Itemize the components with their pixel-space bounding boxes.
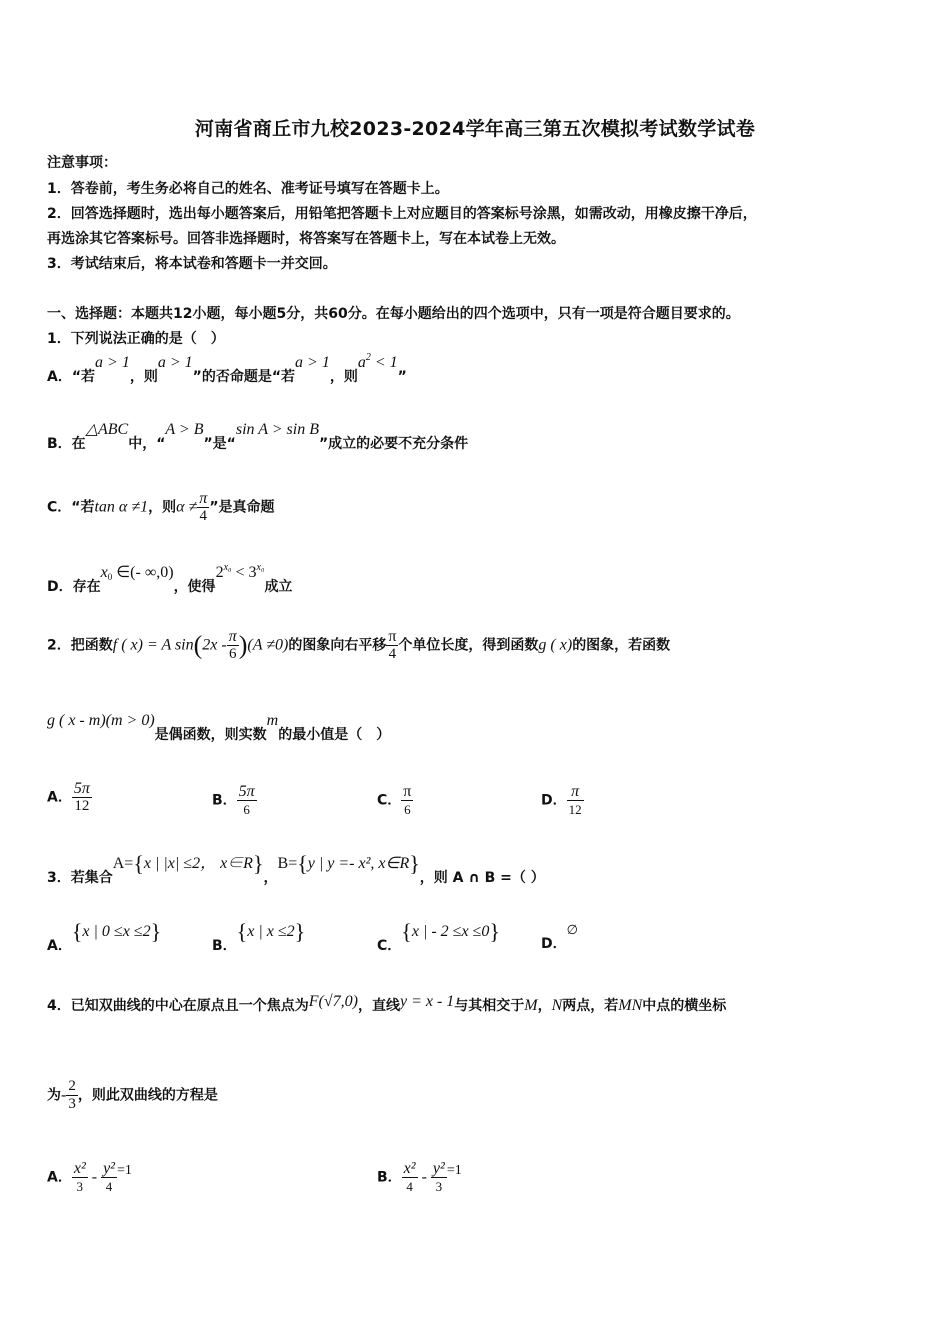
fraction [567, 783, 584, 818]
numerator: π [388, 628, 397, 645]
section-heading: 一、选择题：本题共12小题，每小题5分，共60分。在每小题给出的四个选项中，只有一项是符合题目要求的。 [47, 306, 740, 322]
fraction [66, 1078, 78, 1113]
math: ∅ [566, 922, 578, 937]
text: “若 [71, 499, 95, 516]
text: ”成立的必要不充分条件 [318, 436, 469, 452]
numerator: x² [403, 1160, 416, 1177]
numerator: π [199, 490, 208, 507]
math: 2 [215, 564, 224, 581]
math: =1 [116, 1162, 132, 1178]
option-label: D． [47, 579, 73, 595]
q4-option-a[interactable]: A． $\frac{\text{x²}}{3}$ - $\frac{\text{y²}}{4}$ =1 [47, 1160, 132, 1194]
exam-title: 河南省商丘市九校2023-2024学年高三第五次模拟考试数学试卷 [194, 118, 756, 140]
text: 为 [47, 1087, 61, 1104]
text: ”是真命题 [209, 499, 275, 516]
text: ， [537, 998, 552, 1014]
math: α ≠ [176, 498, 198, 516]
math: a > 1 [157, 354, 193, 371]
text: ，则 A ∩ B =（ ） [419, 870, 545, 886]
option-label: A． [47, 1169, 72, 1186]
q2-option-d[interactable] [541, 783, 584, 818]
q1-option-c[interactable] [47, 490, 275, 525]
numerator: x² [73, 1160, 86, 1177]
q2-option-c[interactable] [377, 783, 413, 818]
q2-option-a[interactable] [47, 780, 92, 815]
fraction [237, 783, 257, 818]
text: 4．已知双曲线的中心在原点且一个焦点为 [47, 998, 309, 1014]
denominator: 12 [568, 802, 582, 817]
math: N [551, 997, 563, 1014]
q1-option-b[interactable] [47, 421, 469, 453]
option-label: D． [541, 792, 567, 809]
numerator: π [228, 628, 237, 645]
math-subscript: 0 [107, 572, 113, 582]
numerator: π [567, 783, 584, 801]
option-label: D． [541, 936, 567, 952]
denominator: 12 [74, 798, 90, 814]
math: MN [618, 997, 643, 1014]
q1-option-d[interactable] [47, 562, 293, 596]
denominator: 4 [105, 1179, 113, 1194]
math: - [61, 1086, 67, 1104]
q1-stem: 1．下列说法正确的是（ ） [47, 331, 225, 347]
math-exponent: x₀ [223, 562, 232, 573]
q1-option-a[interactable] [47, 352, 407, 386]
q3-option-c[interactable]: C．{x | - 2 ≤x ≤0} [377, 919, 500, 954]
math: y | y =- x², x∈R [307, 855, 410, 872]
math: g ( x - m)(m > 0) [47, 712, 155, 729]
math: 2x - [202, 636, 227, 654]
math: x [100, 564, 108, 581]
text: 在 [71, 436, 86, 452]
text: ”的否命题是“若 [192, 369, 296, 385]
denominator: 3 [435, 1179, 443, 1194]
math-exponent: 2 [365, 352, 371, 363]
numerator: π [403, 783, 412, 800]
math: < 1 [370, 354, 398, 371]
denominator: 4 [199, 508, 208, 524]
text: ，则 [129, 369, 158, 385]
fraction [197, 490, 209, 525]
math: x | x ≤2 [247, 923, 295, 940]
option-label: A． [47, 938, 72, 954]
math: x | 0 ≤x ≤2 [82, 923, 151, 940]
text: 成立 [264, 579, 293, 595]
math: g ( x) [538, 636, 573, 654]
q4-stem [47, 995, 726, 1015]
text: 与其相交于 [454, 998, 525, 1014]
math: a > 1 [295, 354, 330, 371]
text: ，则 [329, 369, 358, 385]
q3-stem: 3．若集合A={x | |x| ≤2， x∈R}，B={y | y =- x², x∈R}，则 A ∩ B =（ ） [47, 851, 545, 886]
math: m [266, 712, 279, 729]
option-label: B． [212, 938, 237, 954]
notice-item-2-cont: 再选涂其它答案标号。回答非选择题时，将答案写在答题卡上，写在本试卷上无效。 [47, 231, 565, 247]
text: ” [397, 369, 407, 385]
text: “若 [71, 369, 96, 385]
notice-item-1: 1．答卷前，考生务必将自己的姓名、准考证号填写在答题卡上。 [47, 181, 449, 197]
q2-stem: 2．把函数f ( x) = A sin(2x - $\frac{\pi}{6}$ )(A ≠0)的图象向右平移 $\frac{\pi}{4}$ 个单位长度，得到函数g ( x)的图象，若函数 [47, 628, 671, 662]
fraction [401, 783, 413, 818]
denominator: 6 [404, 802, 411, 817]
notice-heading: 注意事项： [47, 155, 117, 171]
denominator: 6 [228, 646, 237, 662]
fraction [402, 1160, 418, 1195]
text: 的图象，若函数 [572, 637, 671, 654]
math: y = x - 1 [399, 993, 455, 1010]
numerator: y² [432, 1160, 445, 1177]
q4-stem-cont [47, 1078, 218, 1113]
q3-option-a[interactable]: A．{x | 0 ≤x ≤2} [47, 919, 162, 954]
text: 2．把函数 [47, 637, 113, 654]
fraction [72, 1160, 88, 1195]
text: 两点，若 [562, 998, 619, 1014]
numerator: 2 [68, 1078, 76, 1094]
fraction [386, 628, 398, 663]
q2-stem-cont [47, 712, 391, 744]
option-label: B． [47, 436, 72, 452]
q2-option-b[interactable] [212, 783, 257, 818]
option-label: C． [377, 938, 402, 954]
q3-option-d[interactable] [541, 922, 578, 953]
math: A > B [165, 421, 204, 438]
denominator: 3 [68, 1096, 76, 1112]
text: ”是“ [203, 436, 236, 452]
math: a [357, 354, 366, 371]
text: 中，“ [128, 436, 166, 452]
math: △ABC [85, 421, 129, 438]
text: 的最小值是（ ） [278, 727, 391, 743]
math: A= [112, 855, 134, 872]
text: 的图象向右平移 [288, 637, 387, 654]
fraction [72, 780, 92, 815]
fraction [227, 628, 239, 663]
math: ∈(- ∞,0) [112, 564, 174, 581]
math: F(√7,0) [308, 993, 358, 1010]
math: B= [277, 855, 298, 872]
text: 个单位长度，得到函数 [398, 637, 539, 654]
math: sin A > sin B [235, 421, 319, 438]
option-label: A． [47, 789, 72, 806]
option-label: C． [47, 499, 72, 516]
math: x | |x| ≤2， x∈R [143, 855, 253, 872]
text: ，则此双曲线的方程是 [77, 1087, 218, 1104]
math-exponent: x₀ [256, 562, 265, 573]
numerator: 5π [73, 780, 90, 797]
math: M [524, 997, 538, 1014]
option-label: B． [212, 792, 237, 809]
denominator: 3 [76, 1179, 84, 1194]
text: 是偶函数，则实数 [154, 727, 267, 743]
text: ，直线 [357, 998, 400, 1014]
q3-option-b[interactable]: B．{x | x ≤2} [212, 919, 306, 954]
fraction [431, 1160, 447, 1195]
denominator: 4 [388, 646, 397, 662]
q4-option-b[interactable]: B． $\frac{\text{x²}}{4}$ - $\frac{\text{y²}}{3}$ =1 [377, 1160, 462, 1194]
notice-item-2: 2．回答选择题时，选出每小题答案后，用铅笔把答题卡上对应题目的答案标号涂黑，如需改动，用橡皮擦干净后， [47, 206, 757, 222]
text: ，使得 [173, 579, 216, 595]
math: < 3 [231, 564, 257, 581]
fraction [101, 1160, 117, 1195]
denominator: 4 [406, 1179, 413, 1194]
math: tan α ≠1 [94, 498, 149, 516]
option-label: A． [47, 369, 72, 385]
math: f ( x) = A sin [112, 636, 194, 654]
math: (A ≠0) [247, 636, 289, 654]
numerator: y² [103, 1160, 115, 1177]
denominator: 6 [243, 802, 250, 817]
text: ， [263, 870, 278, 886]
text: 3．若集合 [47, 870, 113, 886]
text: 中点的横坐标 [642, 998, 727, 1014]
math: a > 1 [95, 354, 130, 371]
numerator: 5π [238, 783, 255, 800]
text: 存在 [72, 579, 101, 595]
math: =1 [446, 1162, 462, 1178]
notice-item-3: 3．考试结束后，将本试卷和答题卡一并交回。 [47, 256, 337, 272]
option-label: B． [377, 1169, 402, 1186]
option-label: C． [377, 792, 402, 809]
text: ，则 [148, 499, 177, 516]
math: x | - 2 ≤x ≤0 [411, 923, 490, 940]
